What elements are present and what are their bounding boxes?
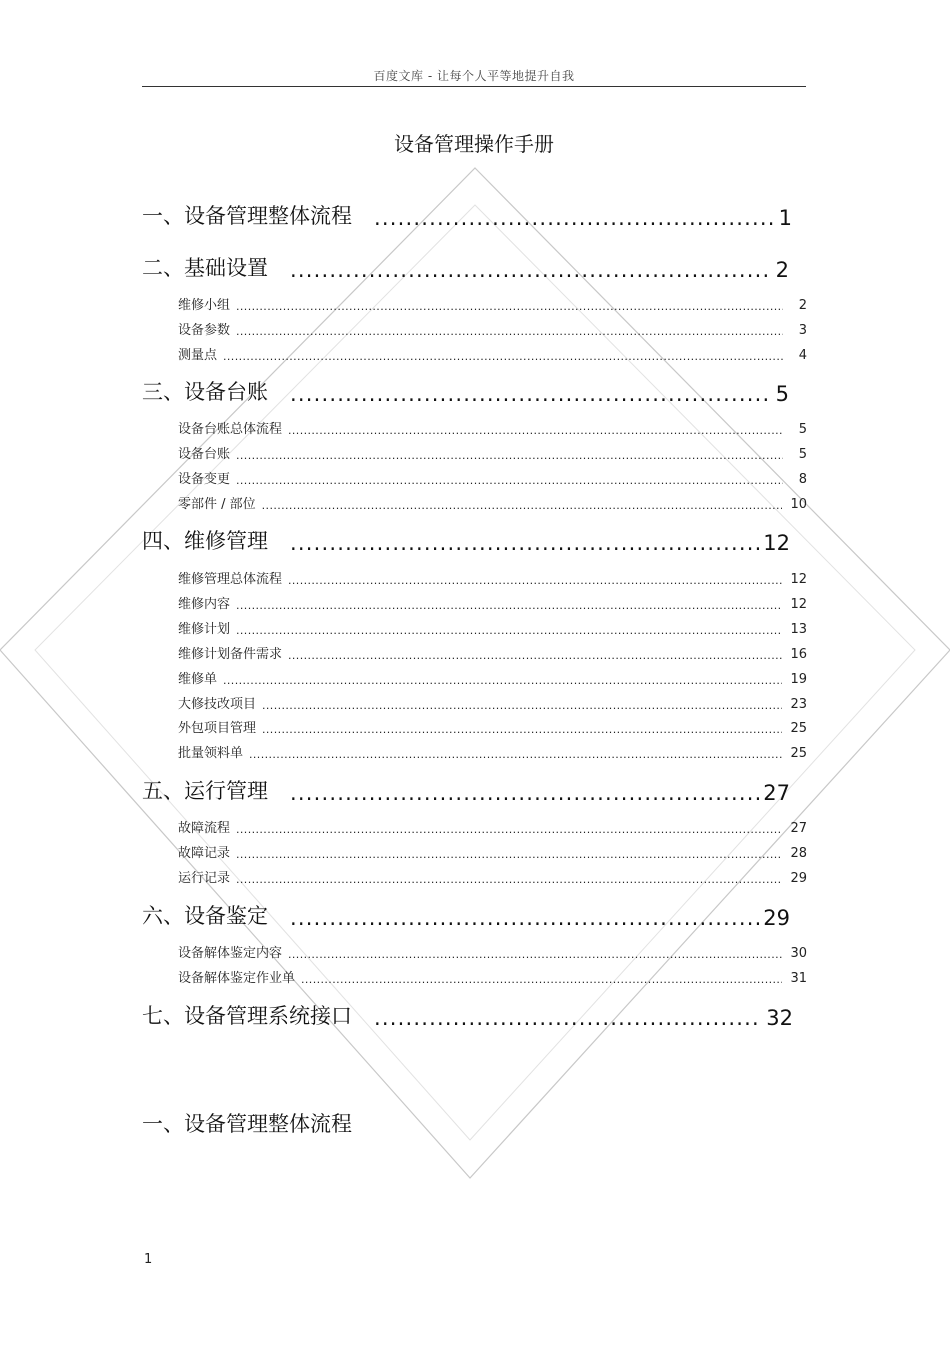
toc-dot-leader bbox=[288, 574, 782, 587]
toc-entry-label: 零部件 / 部位 bbox=[178, 497, 256, 512]
toc-dot-leader bbox=[301, 973, 782, 986]
toc-subsection-entry[interactable] bbox=[178, 743, 807, 761]
toc-dot-leader bbox=[236, 325, 783, 338]
toc-dot-leader bbox=[262, 499, 783, 512]
toc-page-number: 30 bbox=[790, 946, 807, 961]
toc-subsection-entry[interactable] bbox=[178, 295, 807, 313]
toc-subsection-entry[interactable] bbox=[178, 444, 807, 462]
toc-dot-leader bbox=[236, 449, 783, 462]
toc-entry-label: 五、运行管理 bbox=[142, 779, 268, 803]
toc-page-number: 12 bbox=[763, 531, 790, 555]
toc-page-number: 25 bbox=[790, 746, 807, 761]
toc-page-number: 13 bbox=[790, 622, 807, 637]
toc-chapter-entry[interactable] bbox=[142, 1002, 793, 1030]
toc-subsection-entry[interactable] bbox=[178, 569, 807, 587]
toc-entry-label: 七、设备管理系统接口 bbox=[142, 1004, 352, 1028]
toc-subsection-entry[interactable] bbox=[178, 320, 807, 338]
toc-entry-label: 批量领料单 bbox=[178, 746, 244, 761]
toc-dot-leader bbox=[236, 474, 783, 487]
toc-dot-leader bbox=[290, 382, 771, 406]
toc-dot-leader bbox=[236, 823, 782, 836]
toc-entry-label: 设备台账 bbox=[178, 447, 231, 462]
toc-dot-leader bbox=[288, 424, 783, 437]
toc-dot-leader bbox=[288, 649, 782, 662]
page-number: 1 bbox=[144, 1252, 153, 1267]
toc-entry-label: 维修管理总体流程 bbox=[178, 572, 283, 587]
toc-entry-label: 测量点 bbox=[178, 348, 218, 363]
toc-subsection-entry[interactable] bbox=[178, 843, 807, 861]
toc-dot-leader bbox=[223, 674, 782, 687]
toc-entry-label: 维修单 bbox=[178, 672, 218, 687]
toc-entry-label: 维修小组 bbox=[178, 298, 231, 313]
toc-entry-label: 维修内容 bbox=[178, 597, 231, 612]
toc-subsection-entry[interactable] bbox=[178, 594, 807, 612]
toc-page-number: 27 bbox=[790, 821, 807, 836]
toc-page-number: 5 bbox=[798, 422, 807, 437]
toc-page-number: 10 bbox=[790, 497, 807, 512]
toc-entry-label: 设备解体鉴定内容 bbox=[178, 946, 283, 961]
toc-entry-label: 外包项目管理 bbox=[178, 721, 257, 736]
toc-dot-leader bbox=[236, 300, 783, 313]
toc-dot-leader bbox=[290, 781, 759, 805]
toc-entry-label: 一、设备管理整体流程 bbox=[142, 204, 352, 228]
toc-page-number: 4 bbox=[798, 348, 807, 363]
toc-subsection-entry[interactable] bbox=[178, 494, 807, 512]
toc-dot-leader bbox=[374, 1006, 762, 1030]
toc-subsection-entry[interactable] bbox=[178, 669, 807, 687]
toc-page-number: 2 bbox=[798, 298, 807, 313]
toc-page-number: 16 bbox=[790, 647, 807, 662]
toc-dot-leader bbox=[288, 948, 782, 961]
toc-page-number: 5 bbox=[775, 382, 789, 406]
toc-subsection-entry[interactable] bbox=[178, 968, 807, 986]
toc-chapter-entry[interactable] bbox=[142, 378, 789, 406]
toc-entry-label: 故障记录 bbox=[178, 846, 231, 861]
toc-dot-leader bbox=[374, 206, 774, 230]
section-heading: 一、设备管理整体流程 bbox=[142, 1112, 352, 1136]
toc-dot-leader bbox=[290, 258, 771, 282]
toc-page-number: 29 bbox=[790, 871, 807, 886]
toc-subsection-entry[interactable] bbox=[178, 943, 807, 961]
toc-dot-leader bbox=[236, 873, 782, 886]
toc-entry-label: 运行记录 bbox=[178, 871, 231, 886]
toc-subsection-entry[interactable] bbox=[178, 694, 807, 712]
toc-page-number: 5 bbox=[798, 447, 807, 462]
toc-dot-leader bbox=[223, 350, 783, 363]
toc-page-number: 12 bbox=[790, 597, 807, 612]
toc-chapter-entry[interactable] bbox=[142, 202, 792, 230]
toc-page-number: 23 bbox=[790, 697, 807, 712]
toc-subsection-entry[interactable] bbox=[178, 868, 807, 886]
toc-entry-label: 故障流程 bbox=[178, 821, 231, 836]
toc-page-number: 19 bbox=[790, 672, 807, 687]
toc-dot-leader bbox=[236, 624, 782, 637]
toc-subsection-entry[interactable] bbox=[178, 619, 807, 637]
toc-entry-label: 维修计划备件需求 bbox=[178, 647, 283, 662]
toc-page-number: 28 bbox=[790, 846, 807, 861]
toc-entry-label: 维修计划 bbox=[178, 622, 231, 637]
toc-page-number: 2 bbox=[775, 258, 789, 282]
toc-chapter-entry[interactable] bbox=[142, 777, 790, 805]
toc-chapter-entry[interactable] bbox=[142, 254, 789, 282]
toc-dot-leader bbox=[290, 906, 759, 930]
toc-entry-label: 三、设备台账 bbox=[142, 380, 268, 404]
toc-page-number: 27 bbox=[763, 781, 790, 805]
toc-entry-label: 设备参数 bbox=[178, 323, 231, 338]
toc-page-number: 29 bbox=[763, 906, 790, 930]
toc-page-number: 3 bbox=[798, 323, 807, 338]
toc-page-number: 25 bbox=[790, 721, 807, 736]
toc-entry-label: 设备变更 bbox=[178, 472, 231, 487]
toc-dot-leader bbox=[236, 599, 782, 612]
toc-entry-label: 设备台账总体流程 bbox=[178, 422, 283, 437]
toc-subsection-entry[interactable] bbox=[178, 419, 807, 437]
toc-page-number: 32 bbox=[766, 1006, 793, 1030]
toc-entry-label: 大修技改项目 bbox=[178, 697, 257, 712]
toc-subsection-entry[interactable] bbox=[178, 718, 807, 736]
toc-subsection-entry[interactable] bbox=[178, 644, 807, 662]
toc-entry-label: 二、基础设置 bbox=[142, 256, 268, 280]
toc-entry-label: 设备解体鉴定作业单 bbox=[178, 971, 296, 986]
toc-chapter-entry[interactable] bbox=[142, 527, 790, 555]
toc-dot-leader bbox=[290, 531, 759, 555]
toc-subsection-entry[interactable] bbox=[178, 345, 807, 363]
toc-page-number: 31 bbox=[790, 971, 807, 986]
document-title: 设备管理操作手册 bbox=[394, 132, 554, 156]
toc-dot-leader bbox=[236, 848, 782, 861]
toc-dot-leader bbox=[249, 748, 782, 761]
toc-subsection-entry[interactable] bbox=[178, 469, 807, 487]
toc-page-number: 12 bbox=[790, 572, 807, 587]
toc-page-number: 8 bbox=[798, 472, 807, 487]
toc-entry-label: 四、维修管理 bbox=[142, 529, 268, 553]
toc-subsection-entry[interactable] bbox=[178, 818, 807, 836]
toc-chapter-entry[interactable] bbox=[142, 902, 790, 930]
page-header: 百度文库 - 让每个人平等地提升自我 bbox=[373, 69, 575, 83]
toc-page-number: 1 bbox=[778, 206, 792, 230]
toc-entry-label: 六、设备鉴定 bbox=[142, 904, 268, 928]
toc-dot-leader bbox=[262, 723, 782, 736]
toc-dot-leader bbox=[262, 699, 782, 712]
